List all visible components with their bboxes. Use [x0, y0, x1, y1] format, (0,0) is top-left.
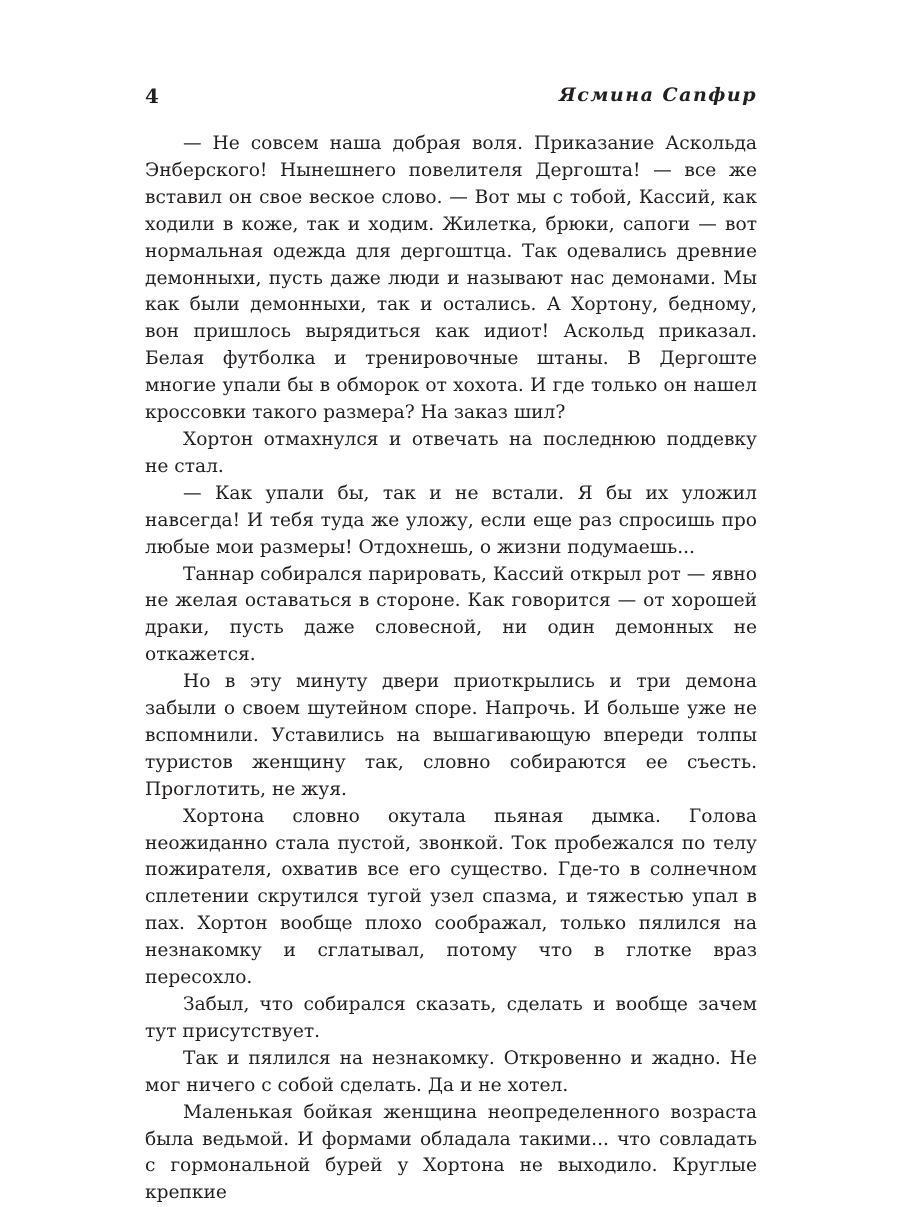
page-header — [145, 84, 757, 114]
paragraph: — Как упали бы, так и не встали. Я бы их уложил навсегда! И тебя туда же уложу, если еще раз спросишь про любые мои размеры! Отдохнешь, о жизни подумаешь... — [145, 482, 757, 558]
page-number: 4 — [145, 84, 159, 108]
paragraph: Хортон отмахнулся и отвечать на последнюю поддевку не стал. — [145, 428, 757, 477]
body-text — [145, 131, 757, 1207]
paragraph: Таннар собирался парировать, Кассий открыл рот — явно не желая оставаться в стороне. Как говорится — от хорошей драки, пусть даже словесной, ни один демонных не откажется. — [145, 563, 757, 666]
paragraph: Забыл, что собирался сказать, сделать и вообще зачем тут присутствует. — [145, 994, 757, 1042]
paragraph: Маленькая бойкая женщина неопределенного возраста была ведьмой. И формами обладала такими... что совладать с гормональной бурей у Хортона не выходило. Круглые крепкие — [145, 1101, 757, 1204]
paragraph: Хортона словно окутала пьяная дымка. Голова неожиданно стала пустой, звонкой. Ток пробежался по телу пожирателя, охватив все его существо. Где-то в солнечном сплетении скрутился тугой узел спазма, и тяжестью упал в пах. Хортон вообще плохо соображал, только пялился на незнакомку и сглатывал, потому что в глотке враз пересохло. — [145, 805, 757, 989]
paragraph: Но в эту минуту двери приоткрылись и три демона забыли о своем шутейном споре. Напрочь. И больше уже не вспомнили. Уставились на вышагивающую впереди толпы туристов женщину так, словно собираются ее съесть. Проглотить, не жуя. — [145, 671, 757, 800]
running-title: Ясмина Сапфир — [559, 84, 757, 106]
paragraph: — Не совсем наша добрая воля. Приказание Аскольда Энберского! Нынешнего повелителя Дергошта! — все же вставил он свое веское слово. — Вот мы с тобой, Кассий, как ходили в коже, так и ходим. Жилетка, брюки, сапоги — вот нормальная одежда для дергоштца. Так одевались древние демонныхи, пусть даже люди и называют нас демонами. Мы как были демонныхи, так и остались. А Хортону, бедному, вон пришлось вырядиться как идиот! Аскольд приказал. Белая футболка и тренировочные штаны. В Дергоште многие упали бы в обморок от хохота. И где только он нашел кроссовки такого размера? На заказ шил? — [145, 133, 757, 424]
paragraph: Так и пялился на незнакомку. Откровенно и жадно. Не мог ничего с собой сделать. Да и не хотел. — [145, 1047, 757, 1096]
